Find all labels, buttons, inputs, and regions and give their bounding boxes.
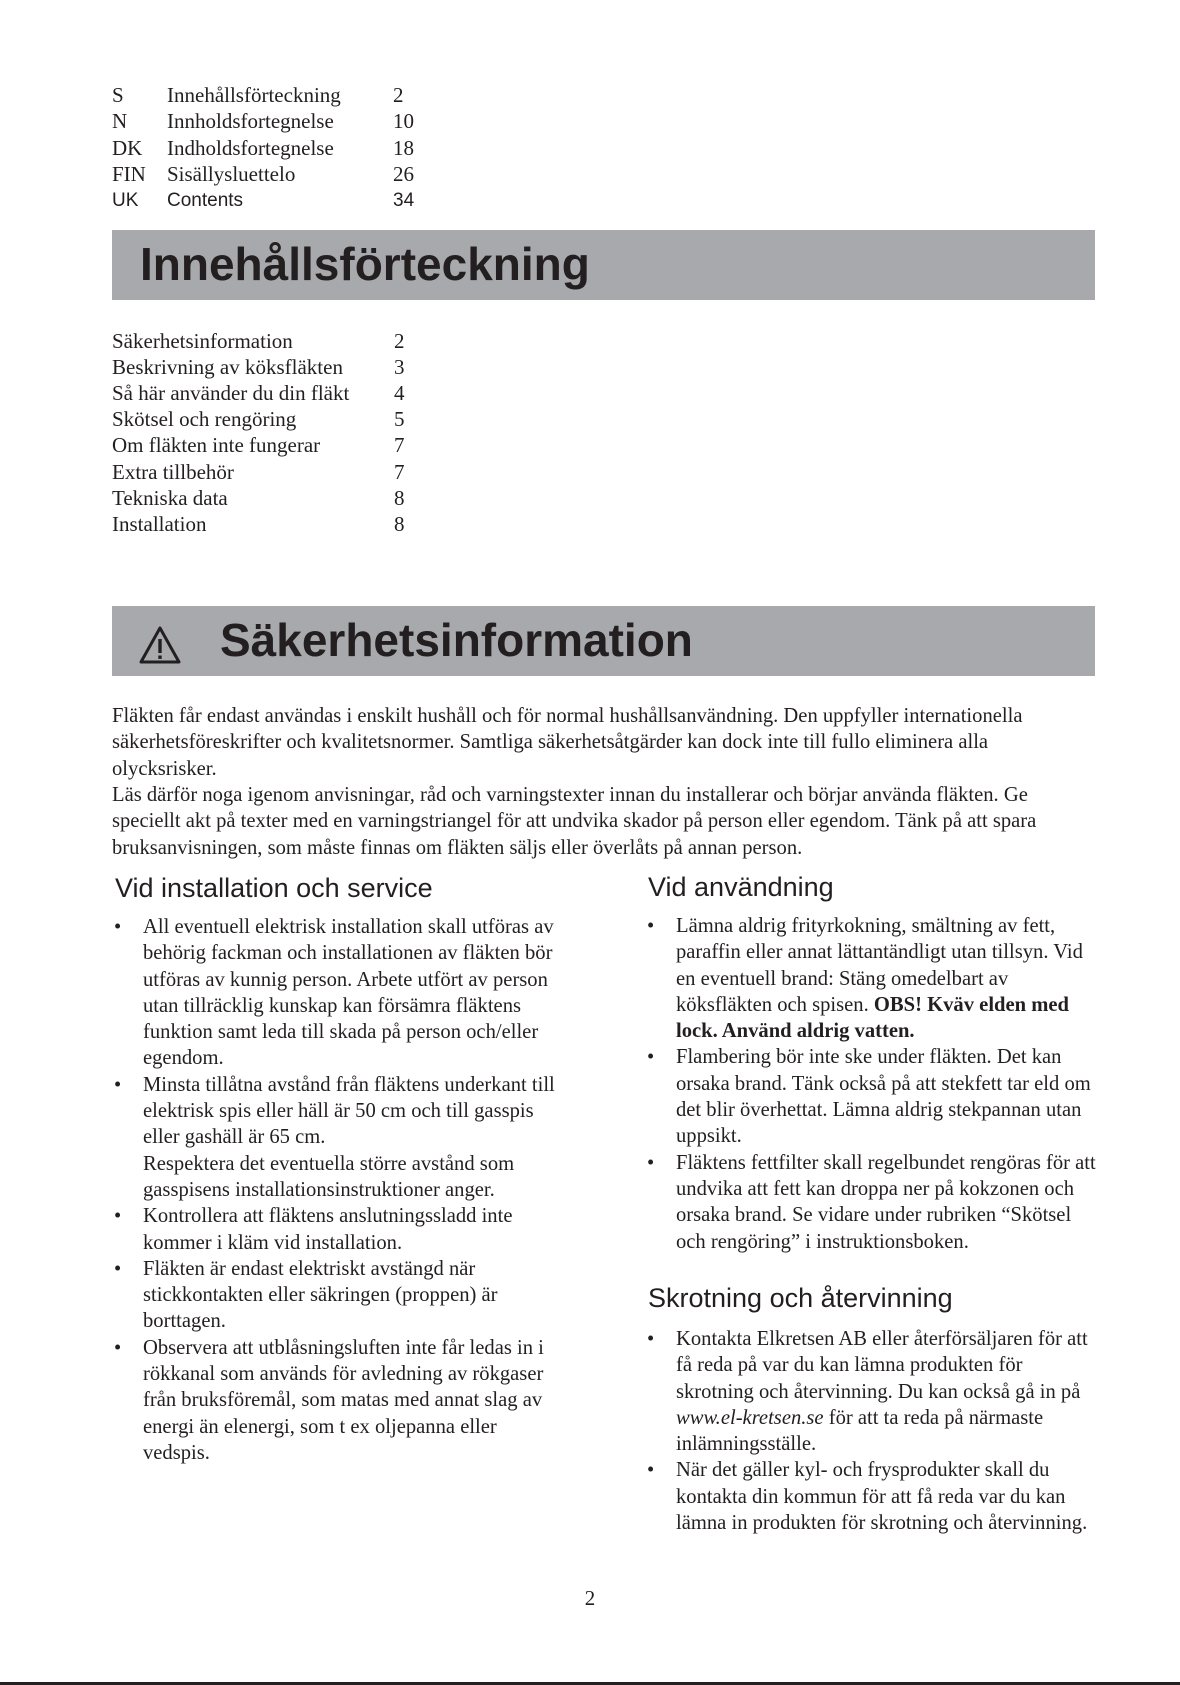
toc-item-page: 7 xyxy=(394,433,405,457)
toc-item-label: Skötsel och rengöring xyxy=(112,407,297,431)
list-item: • Kontakta Elkretsen AB eller återförsäljaren för att få reda på var du kan lämna produkten för skrotning och återvinning. Du kan också gå in på www.el-kretsen.se för att ta reda på närmaste inlämningsställe. xyxy=(645,1326,1100,1457)
toc-item-page: 8 xyxy=(394,486,405,510)
usage-heading: Vid användning xyxy=(648,872,834,902)
language-page: 10 xyxy=(393,109,414,133)
safety-intro-paragraph: Fläkten får endast användas i enskilt hushåll och för normal hushållsanvändning. Den uppfyller internationella säkerhetsföreskrifter och kvalitetsnormer. Samtliga säkerhetsåtgärder kan dock inte till fullo eliminera alla olycksrisker. xyxy=(112,705,1023,780)
safety-title: Säkerhetsinformation xyxy=(220,614,693,666)
toc-item xyxy=(112,485,405,511)
language-label: Contents xyxy=(167,190,244,211)
language-page: 2 xyxy=(393,83,404,107)
usage-list xyxy=(645,913,1100,1255)
language-code: FIN xyxy=(112,162,146,186)
list-item: • Lämna aldrig frityrkokning, smältning av fett, paraffin eller annat lättantändligt utan tillsyn. Vid en eventuell brand: Stäng omedelbart av köksfläkten och spisen. OBS! Kväv elden med lock. Använd aldrig vatten. xyxy=(645,913,1100,1044)
language-code: N xyxy=(112,109,128,133)
toc-item-label: Beskrivning av köksfläkten xyxy=(112,355,343,379)
toc-item-page: 8 xyxy=(394,512,405,536)
toc-item xyxy=(112,511,405,537)
language-label: Innehållsförteckning xyxy=(167,83,341,107)
language-page: 34 xyxy=(393,190,415,211)
toc-item xyxy=(112,459,405,485)
toc-item-page: 7 xyxy=(394,460,405,484)
language-label: Indholdsfortegnelse xyxy=(167,136,334,160)
list-item: • När det gäller kyl- och frysprodukter skall du kontakta din kommun för att få reda var du kan lämna in produkten för skrotning och återvinning. xyxy=(645,1457,1100,1536)
toc-item xyxy=(112,328,405,354)
list-item: • Observera att utblåsningsluften inte får ledas in i rökkanal som används för avledning av rökgaser från bruksföremål, som matas med annat slag av energi än elenergi, som t ex oljepanna eller vedspis. xyxy=(112,1335,567,1466)
toc-item-label: Tekniska data xyxy=(112,486,228,510)
page-number: 2 xyxy=(584,1586,596,1610)
list-item: • Fläktens fettfilter skall regelbundet rengöras för att undvika att fett kan droppa ner på kokzonen och orsaka brand. Se vidare under rubriken “Skötsel och rengöring” i instruktionsboken. xyxy=(645,1150,1100,1255)
toc-item-label: Extra tillbehör xyxy=(112,460,234,484)
toc-item-label: Så här använder du din fläkt xyxy=(112,381,350,405)
recycling-link[interactable]: www.el-kretsen.se xyxy=(676,1406,824,1429)
toc-item-label: Säkerhetsinformation xyxy=(112,329,293,353)
language-label: Innholdsfortegnelse xyxy=(167,109,334,133)
toc-banner xyxy=(112,230,1095,300)
list-item: • Kontrollera att fläktens anslutningssladd inte kommer i kläm vid installation. xyxy=(112,1203,567,1256)
toc-item-page: 3 xyxy=(394,355,405,379)
recycling-list xyxy=(645,1326,1100,1536)
language-code: UK xyxy=(112,190,139,211)
recycling-heading: Skrotning och återvinning xyxy=(648,1283,953,1313)
list-item: • Flambering bör inte ske under fläkten. Det kan orsaka brand. Tänk också på att stekfett tar eld om det blir överhettat. Lämna aldrig stekpannan utan uppsikt. xyxy=(645,1044,1100,1149)
language-page: 26 xyxy=(393,162,414,186)
toc-item xyxy=(112,354,405,380)
toc-item xyxy=(112,432,405,458)
toc-title: Innehållsförteckning xyxy=(140,238,590,290)
safety-intro-paragraph: Läs därför noga igenom anvisningar, råd och varningstexter innan du installerar och börjar använda fläkten. Ge speciellt akt på texter med en varningstriangel för att undvika skador på person eller egendom. Tänk på att spara bruksanvisningen, som måste finnas om fläkten säljs eller överlåts på annan person. xyxy=(112,784,1037,859)
toc-item-label: Om fläkten inte fungerar xyxy=(112,433,321,457)
language-code: S xyxy=(112,83,124,107)
warning-triangle-icon xyxy=(138,625,182,665)
toc-item xyxy=(112,406,405,432)
language-code: DK xyxy=(112,136,143,160)
toc-item-page: 4 xyxy=(394,381,405,405)
installation-service-heading: Vid installation och service xyxy=(115,873,433,903)
safety-banner xyxy=(112,606,1095,676)
toc-item-label: Installation xyxy=(112,512,207,536)
installation-service-list xyxy=(112,914,567,1466)
toc-item xyxy=(112,380,405,406)
toc-item-page: 5 xyxy=(394,407,405,431)
list-item: • Minsta tillåtna avstånd från fläktens underkant till elektrisk spis eller häll är 50 cm och till gasspis eller gashäll är 65 cm. Respektera det eventuella större avstånd som gasspisens installationsinstruktioner anger. xyxy=(112,1072,567,1203)
list-item: • All eventuell elektrisk installation skall utföras av behörig fackman och installationen av fläkten bör utföras av kunnig person. Arbete utfört av person utan tillräcklig kunskap kan försämra fläktens funktion samt leda till skada på person och/eller egendom. xyxy=(112,914,567,1072)
list-item: • Fläkten är endast elektriskt avstängd när stickkontakten eller säkringen (proppen) är borttagen. xyxy=(112,1256,567,1335)
language-page: 18 xyxy=(393,136,414,160)
language-label: Sisällysluettelo xyxy=(167,162,296,186)
toc-item-page: 2 xyxy=(394,329,405,353)
